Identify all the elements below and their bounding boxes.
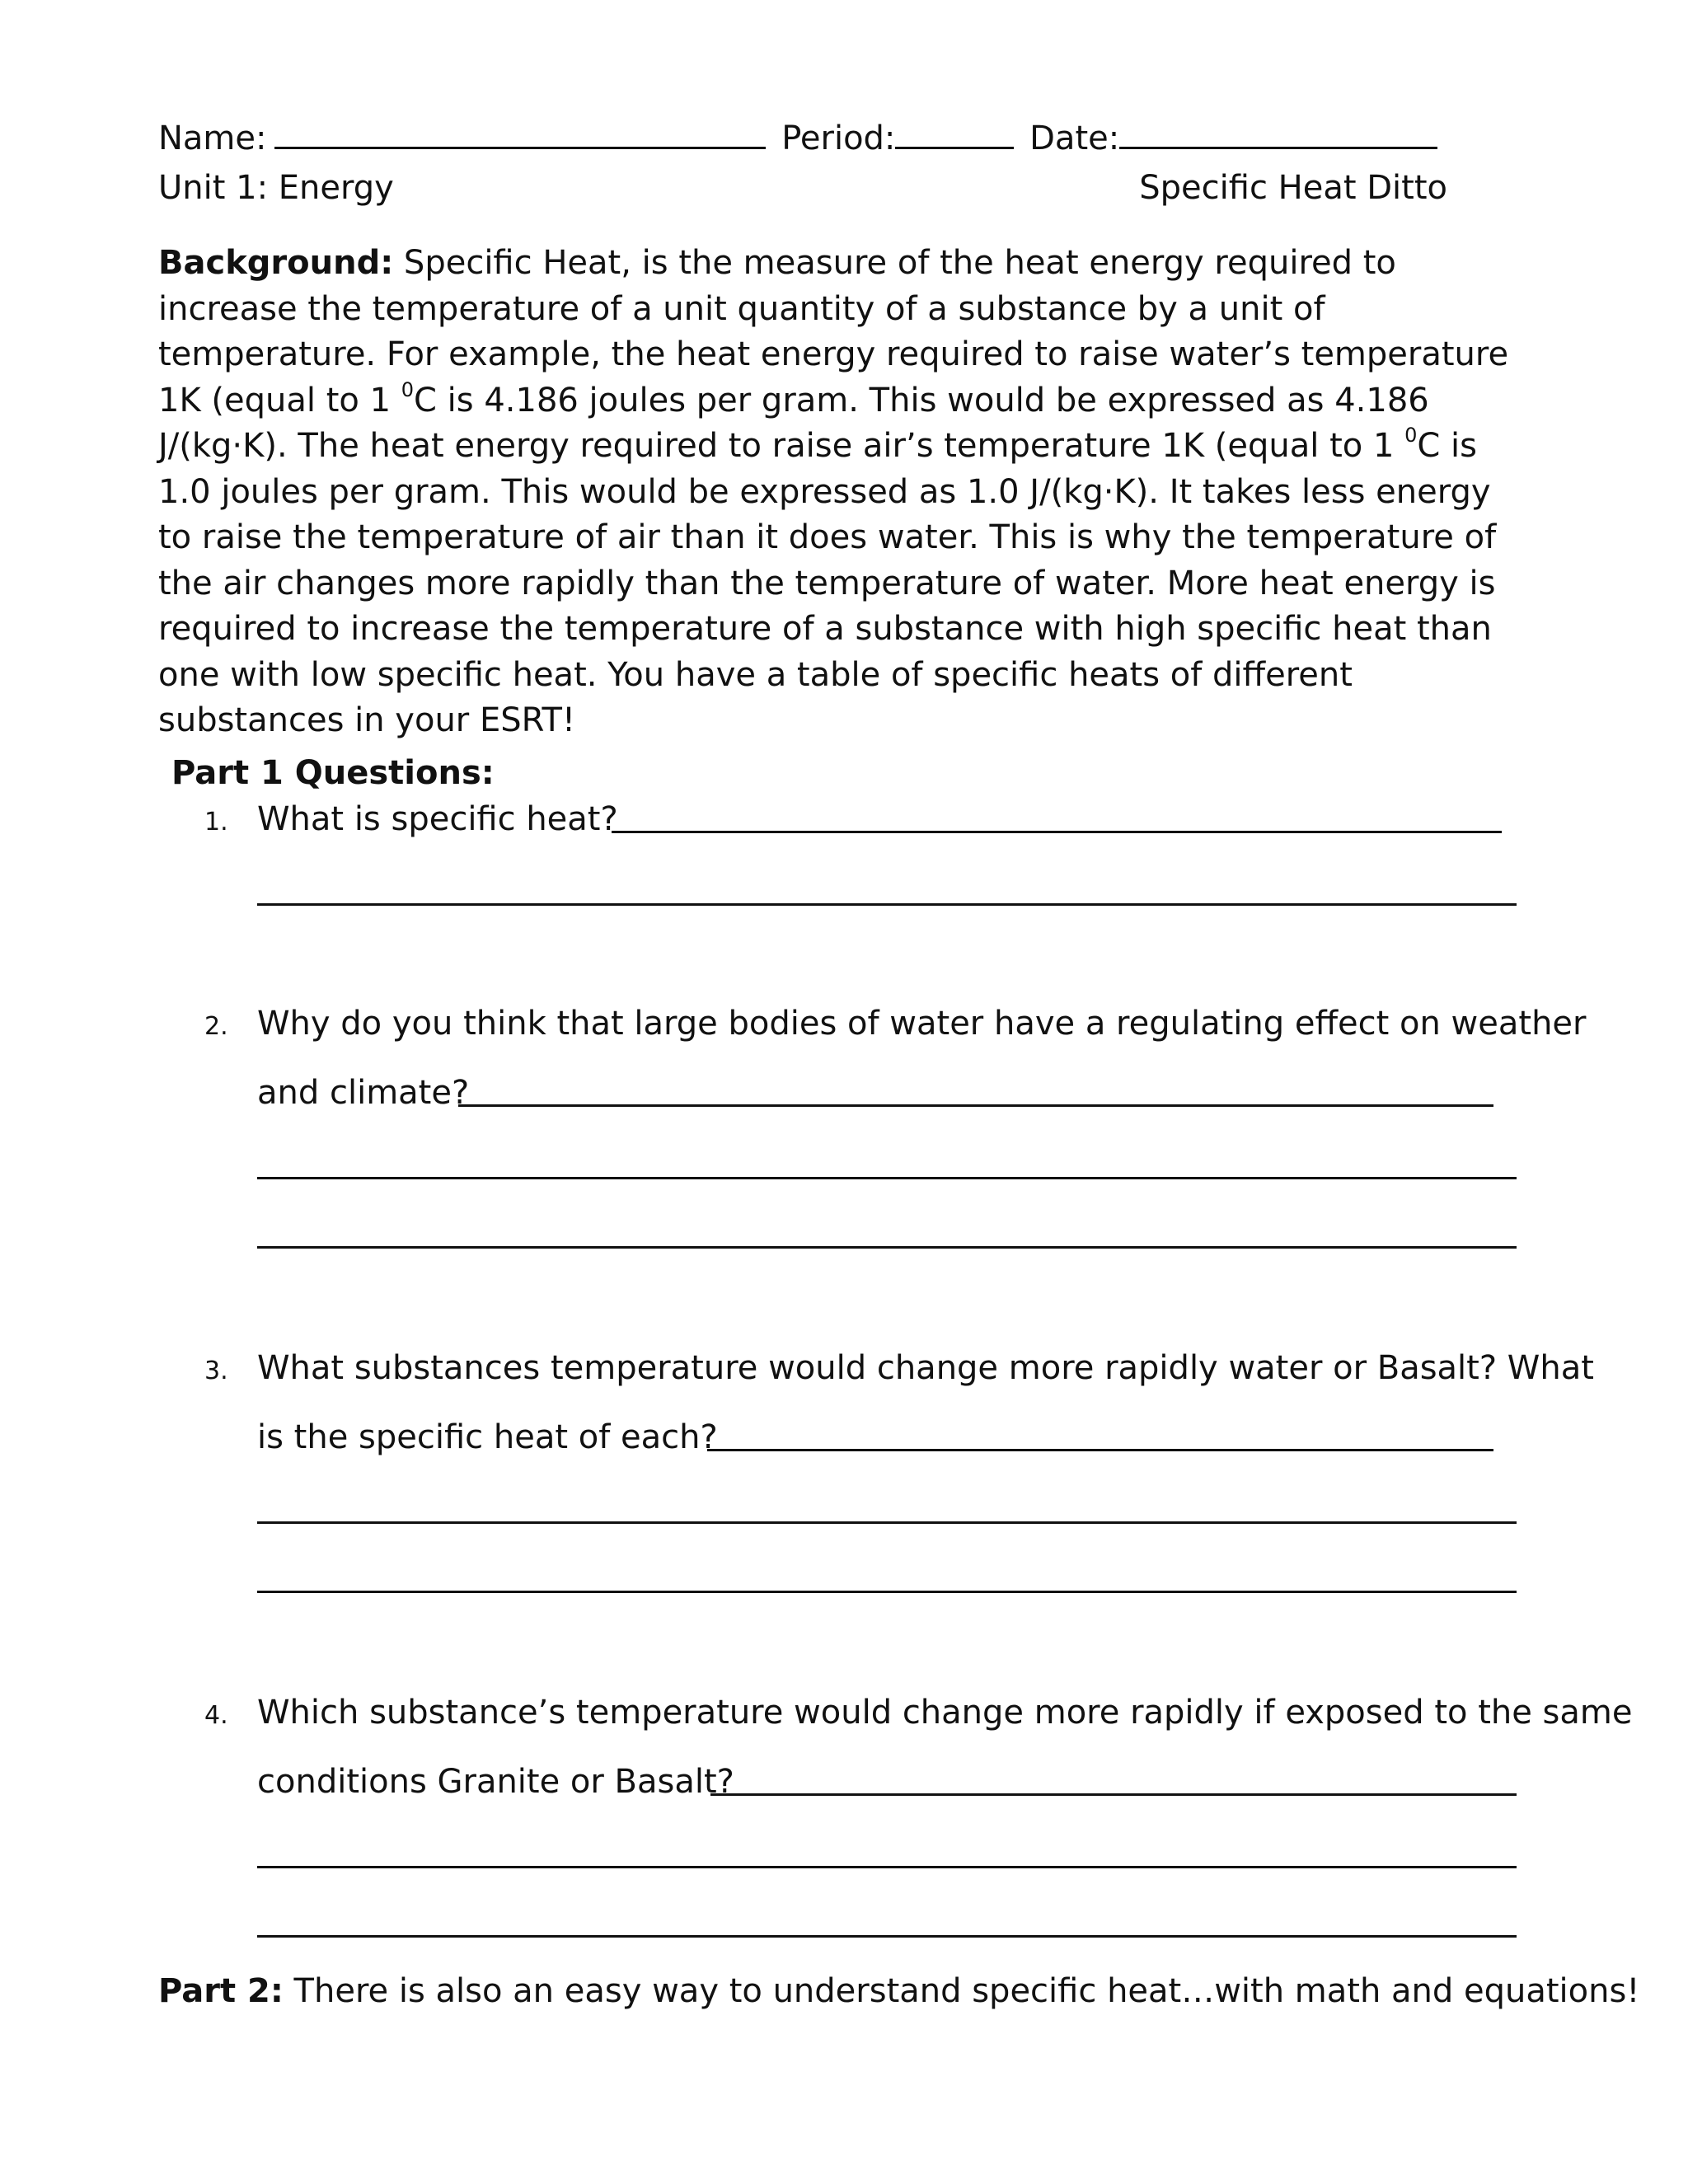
answer-line[interactable] — [257, 1591, 1517, 1593]
question-number: 2. — [204, 1012, 228, 1041]
question-number: 1. — [204, 808, 228, 837]
answer-line[interactable] — [257, 1177, 1517, 1179]
background-text-3: C is 1.0 joules per gram. This would be expressed as 1.0 J/(kg·K). It takes less energy to raise the temperature of air than it does water. This is why the temperature of the air changes more rapidly than the temperature of water. More heat energy is required to increase the temperature of a substance with high specific heat than one with low specific heat. You have a table of specific heats of different substances in your ESRT! — [158, 427, 1497, 739]
question-number: 3. — [204, 1357, 228, 1385]
name-label: Name: — [158, 120, 267, 157]
background-paragraph — [158, 241, 1526, 744]
question-2-line2: and climate? — [257, 1074, 470, 1112]
answer-line[interactable] — [612, 831, 1502, 833]
question-3-line1: What substances temperature would change more rapidly water or Basalt? What — [257, 1349, 1594, 1387]
part1-heading: Part 1 Questions: — [171, 754, 495, 792]
question-4-line1: Which substance’s temperature would change more rapidly if exposed to the same — [257, 1694, 1633, 1732]
question-1-text — [257, 796, 618, 842]
question-4-line2: conditions Granite or Basalt? — [257, 1763, 734, 1801]
degree-superscript: 0 — [1404, 424, 1418, 447]
question-1-line1: What is specific heat? — [257, 800, 618, 838]
period-label: Period: — [781, 120, 896, 157]
answer-line[interactable] — [710, 1793, 1517, 1796]
date-label: Date: — [1029, 120, 1120, 157]
answer-line[interactable] — [257, 1935, 1517, 1938]
part2-line — [158, 1968, 1639, 2014]
document-title: Specific Heat Ditto — [1139, 169, 1447, 207]
header-row — [158, 114, 1437, 162]
background-label: Background: — [158, 244, 394, 282]
question-2-line1: Why do you think that large bodies of water have a regulating effect on weather — [257, 1005, 1587, 1043]
question-number: 4. — [204, 1701, 228, 1730]
degree-superscript: 0 — [401, 377, 415, 401]
date-blank[interactable] — [1119, 114, 1437, 149]
question-3-line2: is the specific heat of each? — [257, 1418, 718, 1456]
answer-line[interactable] — [707, 1449, 1493, 1451]
part2-text: There is also an easy way to understand specific heat…with math and equations! — [283, 1972, 1640, 2010]
part2-label: Part 2: — [158, 1972, 284, 2010]
background-text-2: C is 4.186 joules per gram. This would be expressed as 4.186 J/(kg·K). The heat energy required to raise air’s temperature 1K (equal to 1 — [158, 381, 1429, 465]
answer-line[interactable] — [257, 903, 1517, 906]
background-text-1: Specific Heat, is the measure of the heat energy required to increase the temperature of a unit quantity of a substance by a unit of temperature. For example, the heat energy required to raise water’s temperature 1K (equal to 1 — [158, 244, 1509, 419]
answer-line[interactable] — [257, 1246, 1517, 1249]
unit-label: Unit 1: Energy — [158, 169, 394, 207]
answer-line[interactable] — [458, 1104, 1493, 1107]
answer-line[interactable] — [257, 1521, 1517, 1524]
period-blank[interactable] — [895, 114, 1014, 149]
name-blank[interactable] — [274, 114, 766, 149]
answer-line[interactable] — [257, 1866, 1517, 1868]
